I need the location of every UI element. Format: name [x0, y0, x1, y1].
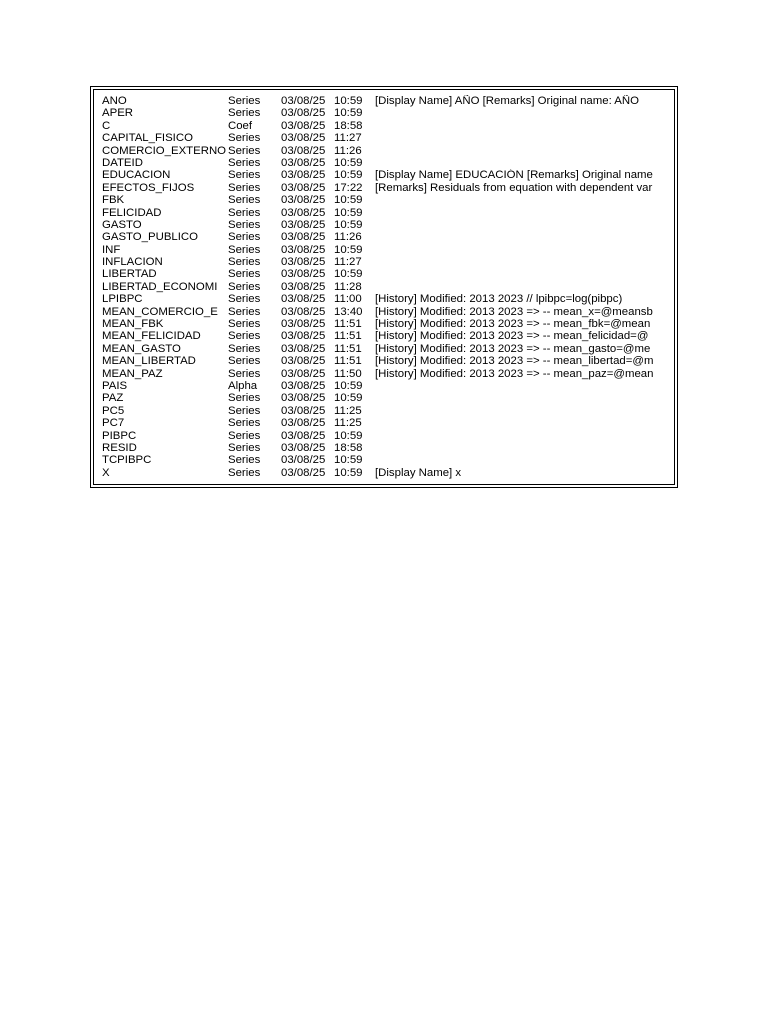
object-type: Series: [228, 368, 280, 380]
object-name: C: [102, 119, 111, 132]
object-row: [102, 355, 670, 367]
object-row: [102, 256, 670, 268]
object-time: 18:58: [334, 119, 363, 132]
object-date: 03/08/25: [281, 367, 326, 380]
object-date: 03/08/25: [281, 305, 326, 318]
object-row: [102, 368, 670, 380]
object-time: 13:40: [334, 305, 363, 318]
object-description: [Display Name] EDUCACIÓN [Remarks] Original name: [375, 169, 653, 182]
object-name: APER: [102, 107, 134, 120]
object-date: 03/08/25: [281, 417, 326, 430]
object-date: 03/08/25: [281, 355, 326, 368]
object-row: [102, 145, 670, 157]
workfile-listing-frame: [90, 86, 678, 488]
object-name: GASTO_PUBLICO: [102, 231, 199, 244]
object-type: Series: [228, 219, 280, 231]
object-time: 10:59: [334, 95, 363, 107]
object-time: 11:27: [334, 132, 362, 145]
object-name: MEAN_LIBERTAD: [102, 355, 196, 368]
object-row: [102, 219, 670, 231]
object-date: 03/08/25: [281, 293, 326, 306]
object-date: 03/08/25: [281, 429, 326, 442]
object-type: Series: [228, 207, 280, 219]
object-type: Series: [228, 442, 280, 454]
object-date: 03/08/25: [281, 280, 326, 293]
object-description: [History] Modified: 2013 2023 => -- mean_paz=@mean: [375, 367, 654, 380]
object-type: Series: [228, 132, 280, 144]
object-description: [Display Name] x: [375, 466, 462, 479]
object-time: 11:51: [334, 342, 362, 355]
object-type: Series: [228, 194, 280, 206]
object-type: Series: [228, 405, 280, 417]
object-type: Series: [228, 244, 280, 256]
object-date: 03/08/25: [281, 342, 326, 355]
object-row: [102, 157, 670, 169]
object-date: 03/08/25: [281, 206, 326, 219]
object-row: [102, 392, 670, 404]
object-type: Series: [228, 417, 280, 429]
object-row: [102, 293, 670, 305]
object-time: 10:59: [334, 206, 363, 219]
object-time: 11:27: [334, 256, 362, 269]
object-time: 10:59: [334, 379, 363, 392]
object-row: [102, 132, 670, 144]
workfile-object-list: [102, 95, 670, 479]
object-type: Series: [228, 293, 280, 305]
object-name: EFECTOS_FIJOS: [102, 181, 195, 194]
object-date: 03/08/25: [281, 169, 326, 182]
object-name: FBK: [102, 194, 125, 207]
object-row: [102, 467, 670, 479]
object-time: 10:59: [334, 194, 363, 207]
workfile-listing-inner-border: [93, 89, 675, 485]
object-time: 10:59: [334, 429, 363, 442]
object-name: MEAN_PAZ: [102, 367, 163, 380]
object-type: Series: [228, 169, 280, 181]
object-row: [102, 318, 670, 330]
object-row: [102, 169, 670, 181]
object-time: 10:59: [334, 454, 363, 467]
object-date: 03/08/25: [281, 144, 326, 157]
object-row: [102, 343, 670, 355]
object-time: 11:00: [334, 293, 362, 306]
object-row: [102, 454, 670, 466]
object-date: 03/08/25: [281, 392, 326, 405]
object-row: [102, 194, 670, 206]
object-description: [Display Name] AÑO [Remarks] Original name: AÑO: [375, 95, 639, 107]
object-name: EDUCACION: [102, 169, 171, 182]
object-date: 03/08/25: [281, 107, 326, 120]
object-date: 03/08/25: [281, 268, 326, 281]
object-time: 10:59: [334, 169, 363, 182]
object-type: Series: [228, 107, 280, 119]
object-type: Series: [228, 355, 280, 367]
object-type: Series: [228, 467, 280, 479]
object-time: 11:28: [334, 280, 362, 293]
object-type: Series: [228, 256, 280, 268]
object-date: 03/08/25: [281, 132, 326, 145]
object-date: 03/08/25: [281, 231, 326, 244]
object-name: X: [102, 466, 110, 479]
object-name: PIBPC: [102, 429, 137, 442]
object-name: INF: [102, 243, 121, 256]
object-name: DATEID: [102, 156, 143, 169]
object-description: [History] Modified: 2013 2023 => -- mean_felicidad=@: [375, 330, 649, 343]
object-row: [102, 268, 670, 280]
object-name: GASTO: [102, 218, 142, 231]
object-name: LIBERTAD: [102, 268, 157, 281]
object-name: MEAN_COMERCIO_E: [102, 305, 218, 318]
object-type: Series: [228, 330, 280, 342]
object-type: Coef: [228, 120, 280, 132]
object-description: [History] Modified: 2013 2023 // lpibpc=log(pibpc): [375, 293, 623, 306]
object-time: 10:59: [334, 156, 363, 169]
object-name: MEAN_GASTO: [102, 342, 181, 355]
object-row: [102, 231, 670, 243]
object-name: PC5: [102, 404, 125, 417]
object-time: 10:59: [334, 392, 363, 405]
object-type: Alpha: [228, 380, 280, 392]
object-type: Series: [228, 182, 280, 194]
object-name: INFLACION: [102, 256, 163, 269]
object-description: [History] Modified: 2013 2023 => -- mean_gasto=@me: [375, 342, 651, 355]
object-row: [102, 405, 670, 417]
object-time: 11:25: [334, 417, 362, 430]
object-date: 03/08/25: [281, 404, 326, 417]
object-date: 03/08/25: [281, 330, 326, 343]
object-description: [Remarks] Residuals from equation with dependent var: [375, 181, 653, 194]
object-date: 03/08/25: [281, 256, 326, 269]
object-type: Series: [228, 454, 280, 466]
object-name: COMERCIO_EXTERNO: [102, 144, 227, 157]
object-row: [102, 244, 670, 256]
object-row: [102, 380, 670, 392]
object-name: CAPITAL_FISICO: [102, 132, 193, 145]
object-name: LPIBPC: [102, 293, 143, 306]
object-row: [102, 281, 670, 293]
object-time: 11:25: [334, 404, 362, 417]
object-date: 03/08/25: [281, 243, 326, 256]
object-date: 03/08/25: [281, 119, 326, 132]
object-name: ANO: [102, 95, 127, 107]
object-time: 11:51: [334, 355, 362, 368]
object-row: [102, 330, 670, 342]
object-date: 03/08/25: [281, 466, 326, 479]
object-row: [102, 120, 670, 132]
object-time: 11:50: [334, 367, 362, 380]
object-row: [102, 207, 670, 219]
object-time: 10:59: [334, 466, 363, 479]
object-date: 03/08/25: [281, 218, 326, 231]
object-name: TCPIBPC: [102, 454, 152, 467]
object-time: 11:26: [334, 144, 362, 157]
object-date: 03/08/25: [281, 194, 326, 207]
object-type: Series: [228, 430, 280, 442]
object-date: 03/08/25: [281, 379, 326, 392]
object-time: 10:59: [334, 268, 363, 281]
object-time: 18:58: [334, 441, 363, 454]
object-time: 10:59: [334, 243, 363, 256]
object-row: [102, 417, 670, 429]
object-type: Series: [228, 268, 280, 280]
object-time: 10:59: [334, 107, 363, 120]
object-row: [102, 107, 670, 119]
object-type: Series: [228, 392, 280, 404]
object-time: 17:22: [334, 181, 363, 194]
object-name: LIBERTAD_ECONOMI: [102, 280, 218, 293]
object-name: FELICIDAD: [102, 206, 162, 219]
object-date: 03/08/25: [281, 318, 326, 331]
object-description: [History] Modified: 2013 2023 => -- mean_fbk=@mean: [375, 318, 651, 331]
object-date: 03/08/25: [281, 156, 326, 169]
object-type: Series: [228, 95, 280, 107]
object-name: PAIS: [102, 379, 128, 392]
object-type: Series: [228, 145, 280, 157]
object-date: 03/08/25: [281, 454, 326, 467]
object-description: [History] Modified: 2013 2023 => -- mean_x=@meansb: [375, 305, 653, 318]
object-date: 03/08/25: [281, 441, 326, 454]
object-type: Series: [228, 281, 280, 293]
object-date: 03/08/25: [281, 95, 326, 107]
object-type: Series: [228, 306, 280, 318]
object-date: 03/08/25: [281, 181, 326, 194]
object-name: MEAN_FBK: [102, 318, 164, 331]
object-row: [102, 430, 670, 442]
object-description: [History] Modified: 2013 2023 => -- mean_libertad=@m: [375, 355, 654, 368]
object-name: PAZ: [102, 392, 124, 405]
object-time: 11:51: [334, 330, 362, 343]
object-type: Series: [228, 231, 280, 243]
object-type: Series: [228, 343, 280, 355]
object-row: [102, 306, 670, 318]
object-name: RESID: [102, 441, 137, 454]
object-row: [102, 182, 670, 194]
object-row: [102, 442, 670, 454]
object-time: 11:26: [334, 231, 362, 244]
object-type: Series: [228, 157, 280, 169]
object-time: 10:59: [334, 218, 363, 231]
object-name: PC7: [102, 417, 125, 430]
object-type: Series: [228, 318, 280, 330]
object-time: 11:51: [334, 318, 362, 331]
object-row: [102, 95, 670, 107]
object-name: MEAN_FELICIDAD: [102, 330, 201, 343]
